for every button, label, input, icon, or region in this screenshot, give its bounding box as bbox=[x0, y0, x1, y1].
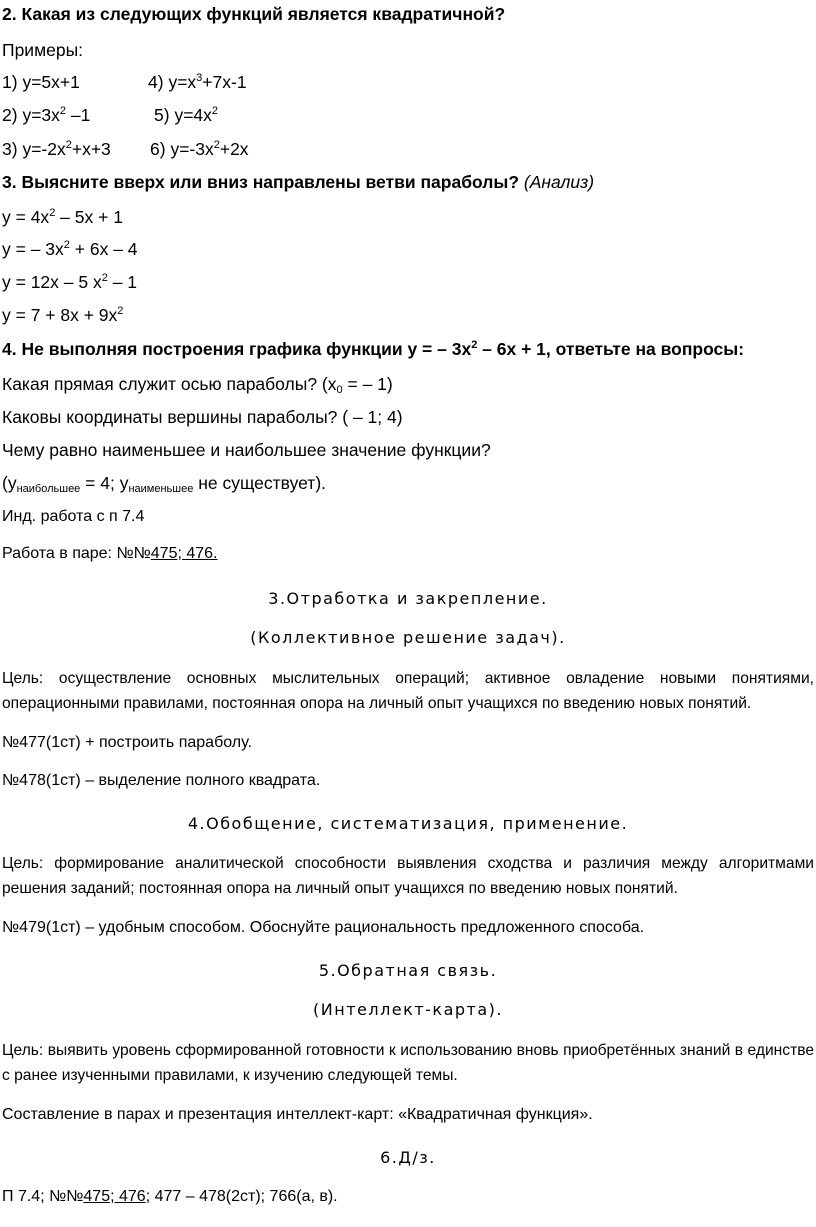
homework: П 7.4; №№475; 476; 477 – 478(2ст); 766(а, в). bbox=[2, 1188, 338, 1205]
minmax-answer: ($y_{наибольшее} = 4$; $y_{наименьшее}$ не существует). bbox=[2, 473, 327, 495]
section-4-goal: Цель: формирование аналитической способности выявления сходства и различия между алгоритмами решения заданий; постоянная опора на личный опыт учащихся по введению новых понятий. bbox=[2, 855, 814, 897]
question-3-title: 3. Выясните вверх или вниз направлены ветви параболы? (Анализ) bbox=[2, 172, 595, 192]
section-3-title: 3.Отработка и закрепление. bbox=[268, 589, 548, 608]
pair-work-tasks: 475; 476. bbox=[150, 545, 218, 562]
section-4-task: №479(1ст) – удобным способом. Обоснуйте рациональность предложенного способа. bbox=[2, 919, 645, 936]
section-3-task-1: №477(1ст) + построить параболу. bbox=[2, 734, 252, 751]
homework-tasks: 475; 476; bbox=[83, 1188, 151, 1205]
example-row-1 bbox=[2, 72, 247, 92]
axis-question: Какая прямая служит осью параболы? ($x_0$ = – 1) bbox=[2, 374, 393, 396]
example-3: 3) $y=-2x^2+x+3$ bbox=[2, 139, 111, 159]
vertex-question: Каковы координаты вершины параболы? ( – 1; 4) bbox=[2, 407, 403, 427]
equation-4: $y = 7 + 8x + 9x^2$ bbox=[2, 305, 124, 325]
examples-label: Примеры: bbox=[2, 40, 84, 60]
pair-work: Работа в паре: №№475; 476. bbox=[2, 545, 218, 562]
section-4-title: 4.Обобщение, систематизация, применение. bbox=[187, 814, 629, 833]
question-4-title: 4. Не выполняя построения графика функции y = – $3x^2 - 6x + 1$, ответьте на вопросы: bbox=[2, 339, 745, 359]
section-6-title: 6.Д/з. bbox=[380, 1148, 436, 1167]
section-5-title: 5.Обратная связь. bbox=[318, 961, 498, 980]
section-3-goal: Цель: осуществление основных мыслительных операций; активное овладение новыми понятиями, операционными правилами, постоянная опора на личный опыт учащихся по введению новых понятий. bbox=[2, 670, 814, 712]
equation-3: y = 12x – 5 $x^2 - 1$ bbox=[2, 272, 138, 292]
section-3-subtitle: (Коллективное решение задач). bbox=[250, 628, 566, 647]
individual-work: Инд. работа с п 7.4 bbox=[2, 508, 145, 525]
section-5-subtitle: (Интеллект-карта). bbox=[313, 1000, 503, 1019]
equation-2: y = – $3x^2 + 6x - 4$ bbox=[2, 239, 138, 259]
section-3-task-2: №478(1ст) – выделение полного квадрата. bbox=[2, 772, 321, 789]
minmax-question: Чему равно наименьшее и наибольшее значение функции? bbox=[2, 440, 491, 460]
section-5-goal: Цель: выявить уровень сформированной готовности к использованию вновь приобретённых знаний в единстве с ранее изученными правилами, к изучению следующей темы. bbox=[2, 1042, 814, 1084]
question-2-title: 2. Какая из следующих функций является квадратичной? bbox=[2, 4, 506, 24]
example-row-2 bbox=[2, 105, 219, 125]
example-2: 2) $y=3x^2$ –1 bbox=[2, 105, 91, 125]
example-4: 4) $y=x^3+7x-1$ bbox=[148, 72, 247, 92]
example-1: 1) y=5x+1 bbox=[2, 72, 80, 92]
equation-1: $y = 4x^2 - 5x + 1$ bbox=[2, 207, 123, 227]
section-5-task: Составление в парах и презентация интеллект-карт: «Квадратичная функция». bbox=[2, 1106, 593, 1123]
example-6: 6) $y=-3x^2+2x$ bbox=[150, 139, 249, 159]
example-row-3 bbox=[2, 139, 249, 159]
example-5: 5) $y=4x^2$ bbox=[154, 105, 219, 125]
